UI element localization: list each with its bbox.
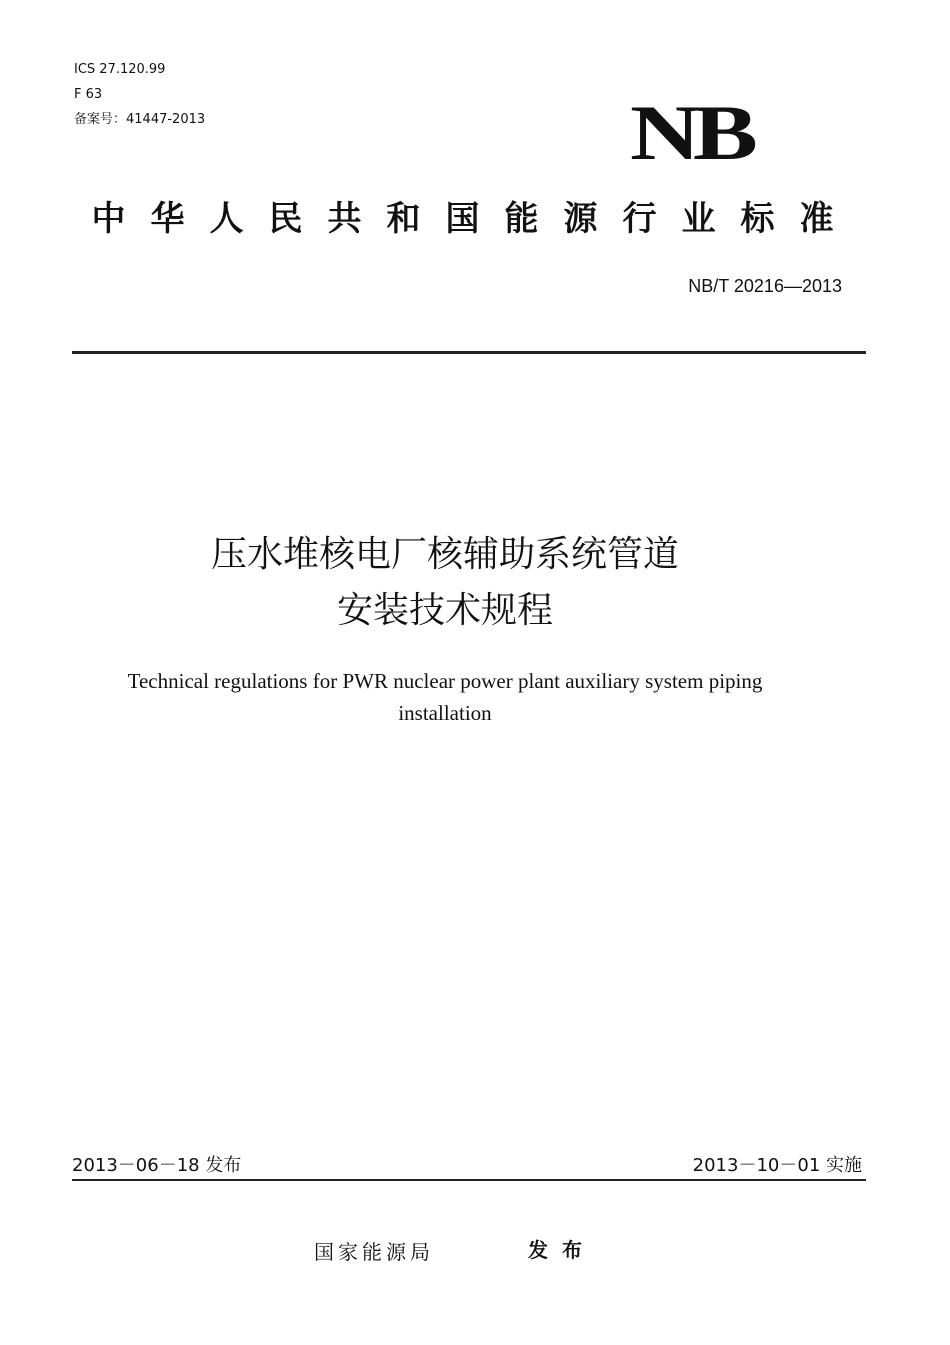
document-title-en-line2: installation (398, 701, 492, 725)
document-title-cn-line2: 安装技术规程 (336, 590, 553, 631)
nb-logo: NB (630, 89, 751, 176)
document-title-cn-line1: 压水堆核电厂核辅助系统管道 (210, 534, 679, 575)
document-title-en-line1: Technical regulations for PWR nuclear power plant auxiliary system piping (127, 669, 763, 693)
standard-number: NB/T 20216—2013 (688, 276, 842, 296)
header-divider (72, 351, 866, 354)
record-number: 备案号：41447-2013 (74, 112, 206, 127)
ics-code: ICS 27.120.99 (74, 62, 166, 77)
publisher-name: 国家能源局 (314, 1240, 434, 1264)
publish-label: 发布 (528, 1238, 596, 1262)
implementation-date: 2013－10－01 实施 (692, 1155, 862, 1176)
standard-title: 中华人民共和国能源行业标准 (91, 199, 859, 239)
classification-code: F 63 (74, 87, 103, 102)
issue-date: 2013－06－18 发布 (72, 1155, 242, 1176)
footer-divider (72, 1179, 866, 1181)
